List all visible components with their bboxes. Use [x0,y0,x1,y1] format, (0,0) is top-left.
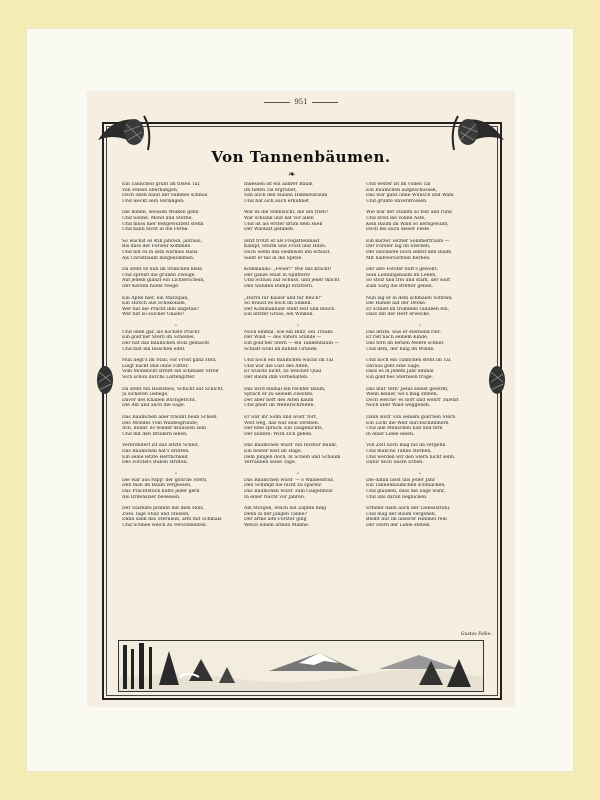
stanza-separator: • [174,323,182,329]
poem-line: Und war die Lust des Alten, [244,363,310,369]
stanza-separator: • [418,323,426,329]
poem-stanza [244,239,356,261]
stanza-separator: • [296,471,304,477]
poem-line: Ein seine letzte Herrlichkeit [122,454,188,460]
poem-line: Der andere: Wird sich geben. [244,431,313,437]
poem-line: Die hohen, weissen Wolken gehn [122,210,199,216]
poem-stanza [366,296,478,318]
poem-line: Ein Tännchen grünt im tiefen Tal, [122,182,201,187]
poem-line: Kein Baum im Wald so kerngesund, [366,221,449,227]
poem-stanza [366,506,478,528]
poem-line: Und weckt sein Verlangen: [122,198,185,204]
poem-line: Zwei Tage Stolz und Stelzen, [122,511,190,517]
poem-line: Der aber hört des Alten kaum [244,397,314,403]
poem-line: So braust es noch im Sinken. [244,301,312,307]
poem-line: Dann wird' von seinem gold'nen Stern [366,415,456,420]
poem-line: Und Schuss auf Schuss, und jeder macht [244,278,340,284]
stanza-separator: • [174,471,182,477]
poem-line: Der Waldaxt gefallen. [244,227,295,233]
poem-line: Und ist als erster drum dem Hieb [244,221,323,227]
poem-stanza [366,182,478,204]
poem-line: Ein bester weit im Hage. [244,448,303,454]
poem-line: Der Wald — des Vaters Stunde — [244,335,322,341]
poem-line: Ach, könnt' es wieder draussen sein [122,426,206,432]
poem-line: Und uns daran beglücken. [366,494,428,500]
poem-stanza [366,443,478,465]
stanza-separator: • [418,471,426,477]
poem-line: Und noch ein Tännchen steht im Tal, [366,358,452,364]
poem-line: Noch über Wald weggehen. [366,403,431,409]
poem-line: Der Baum ihm vorbehalten. [244,375,309,381]
poem-line: Das Bäumchen wurd' ein rechter Baum, [244,443,338,449]
poem-line: Wie war der Stamm so fest und rund [366,210,452,216]
poem-stanza [122,210,234,232]
poem-line: Vom Mondlicht streift ein schmaler Streif [122,369,219,375]
poem-stanza [122,330,234,352]
poem-line: Den Schimpf die nicht zu sparen! [244,483,322,489]
poem-line: Daraus geht eine Sage, [366,363,421,369]
poem-stanza [244,210,356,232]
poem-line: Da steht ein Holzstoss, Schicht auf Schicht, [122,386,224,392]
poem-stanza [244,182,356,204]
poem-page [88,92,514,706]
pinecone-ornament-right [486,358,508,398]
pinecone-ornament-left [94,358,116,398]
poem-stanza [244,443,356,465]
poem-line: Bis dass der Förster kommen [122,244,191,250]
poem-line: Und pfeift im Weiterschreiten. [244,403,315,409]
poem-title: Von Tannenbäumen. [211,148,391,166]
poem-stanza [244,387,356,409]
poem-line: Ein gold'nes Sternlein trage. [366,375,433,381]
poem-line: Davor des Knaben Buchgericht, [122,397,197,403]
poem-line: Im tiefen Tal ergrünet, [244,187,297,193]
poem-stanza [244,478,356,500]
poem-stanza [366,239,478,261]
poem-line: Die Hände auf der Decke. [366,301,427,307]
poem-line: Den wunden Rumpf erzittern. [244,283,314,289]
poem-stanza [122,478,234,500]
poem-stanza [244,415,356,437]
poem-line: Und mit den Brüdern leben. [122,431,188,437]
poem-line: Nun liegt's im Stall, vor Frost ganz steif, [122,358,217,364]
poem-stanza [122,267,234,289]
poem-line: Verbrendert ist das letzte Scheit, [122,443,200,449]
poem-stanza [244,267,356,289]
poem-line: Am Morgen, welch ein Zapfen hing [244,506,327,512]
poem-line: Und mag der Baum vergehen, [366,511,437,517]
poem-line: Ein kurzer, letzter Sommertraum — [366,238,450,244]
poem-stanza [122,239,234,261]
poem-line: Weit weg, das war sein Streben. [244,420,320,426]
poem-line: Das Bäumchen hat's erlitten. [122,448,190,454]
poem-line: Und grünte unverdrossen. [366,198,428,204]
poem-line: Indessen ist ein andrer Baum [244,182,313,187]
poem-line: Als Christbaum mitgenommen. [122,255,195,261]
poem-line: Der hat das Bäumchen stolz gemacht [122,341,210,347]
poem-line: Dem Jungen doch, in Schein und Schaum [244,454,341,460]
poem-line: Und hat es in sein warmes Haus [122,249,198,255]
poem-line: Den man im Baum vergessen, [122,483,192,489]
poem-line: Jetzt trotzt er als Fregattenmast [244,238,320,244]
poem-line: Und oben gar, als höchste Pracht [122,329,200,335]
poem-stanza [366,210,478,232]
poem-line: Dass ihn der Herr erwecke. [366,312,431,318]
poem-line: Noch einmal, wie ein Blitz, ein Traum: [244,329,334,335]
poem-stanza [122,506,234,528]
poem-line: Die dahin lasst uns jeder Jahr [366,477,436,483]
poem-stanza [122,358,234,380]
poem-line: Sein Lieblingsbaum im Leben, [366,272,437,278]
poem-line: Und muss hier festgewurzelt stehn [122,221,204,227]
poem-line: Sah auch den blauen Himmelsraum [244,193,328,199]
poem-line: Ein Äpfel hier, ein Marzipan, [122,295,189,301]
poem-line: Das letzte, was er sterbend rief: [366,329,441,335]
poem-line: Das Bäumchen aber träumt beim Schein [122,415,217,420]
poem-line: Und alle Menschen nah und fern [366,426,443,432]
poem-line: Und werden wir den Stern nicht sehn, [366,454,456,460]
poem-line: Das blüt' fern' Jesus selbst gewirkt, [366,386,449,392]
poem-stanza [366,478,478,500]
poem-line: Denn in der jungen Tanne? [244,511,307,517]
poem-line: Und noch ein Bäumchen wuchs im Tal [244,358,334,364]
poem-line: Sprach er zu seinem Zweiten, [244,392,314,398]
poem-line: Und glauben, dass die Sage wahr, [366,488,446,494]
poem-stanza [366,358,478,380]
poem-stanza [366,267,478,289]
poem-line: Er war ihr Sohn und wollt' fort, [244,415,318,420]
poem-line: Und fast ein bisschen eitel. [122,346,186,352]
poem-line: Der alte Förster hatt's gewollt: [366,267,438,273]
poem-line: Doch oben blaut der Himmel schmal [122,193,208,199]
poem-column-3 [366,182,478,535]
poem-line: Wer hat die Pracht ihm angetan? [122,306,199,312]
poem-line: War schlank und hat vor allen [244,215,314,221]
poem-line: Die Axt und auch die Säge. [122,403,186,409]
poem-line: Sieht er bis in die Spitze. [244,255,303,261]
page-number: 951 [88,98,514,106]
poem-line: Nun lag er in dem schmalen Schrein, [366,295,453,301]
poem-line: Der Kerzen holde Neige. [122,283,180,289]
poem-line: Wenn keiner, wo's mag stehen, [366,392,438,398]
poem-stanza [366,330,478,352]
poem-stanza [366,415,478,437]
poem-line: Erfüllet dann auch der Liebesstrahl, [366,506,451,512]
poem-line: Die war aus Papp' der gold'ne Stern, [122,477,208,483]
poem-line: Und spreizt die grünen Zweige, [122,272,196,278]
poem-line: Schläft wohl im kühlen Grunde. [244,346,318,352]
poem-line: Dafür doch unsre Erben. [366,460,424,466]
poem-line: Das Prachtstück hätte jeder gern [122,488,200,494]
poem-line: Ein Tannenbäumchen schmücken, [366,483,446,489]
poem-line: Ein gold'ner Stern im Scheibel, [122,335,196,341]
poem-line: Voll Zeit noch mag bis da vergehn [366,443,446,449]
poem-line: Er wusste nicht, zu welcher Qual [244,369,322,375]
poem-line: Der Kommandant steht fest und bleich. [244,306,336,312]
poem-stanza [244,330,356,352]
poem-line: Ein Räumchen aufgeschossen, [366,187,438,193]
poem-line: Und manche Tanne sterben, [366,448,432,454]
poem-line: Der arme alte Förster ging [244,517,307,523]
poem-line: So stolz und frei und stark, der sollt' [366,278,452,284]
poem-line: Das fern im fernen Meere schlief, [366,341,445,347]
poem-line: Welch einem armen Manne. [244,522,310,528]
poem-line: Kommando: „Feuer!" Wie das kracht! [244,267,332,273]
poem-line: Von Felsen überhangen, [122,187,179,193]
poem-line: Er rief nach seinem Kinde, [366,335,429,341]
poem-stanza [244,506,356,528]
poem-line: Wer hat so solcher Gnade? [122,312,185,318]
poem-line: Ein gold'ner Stern — ein Tannenbaum — [244,341,340,347]
poem-line: Kampf, Sturm und Frost und Hitze, [244,244,327,250]
poem-line: Und hat sich auch erkühnet [244,198,309,204]
poem-line: Und Sonne, Mond und Sterne, [122,215,193,221]
poem-line: Und dem, der hing im Winde. [366,346,435,352]
poem-line: In einer Liebe einen. [366,431,415,437]
poem-stanza [366,387,478,409]
poem-line: Der zeichnete noch selbst den Baum [366,249,452,255]
poem-stanza [244,296,356,318]
winter-landscape-illustration [118,640,484,692]
poem-line: Der Stern der Liebe stehen. [366,522,432,528]
poem-line: Und Schnee weich zu verschmelzen. [122,522,208,528]
poem-line: Das Bäumchen wurd' — o Waldesstolz, [244,477,335,483]
poem-line: Mit halbversorbten Kerben. [366,255,431,261]
poem-line: Der eine sprach: Ein Taugenichts, [244,426,324,432]
poem-line: Der Stärkste prahlte mit dem Holz, [122,506,205,512]
poem-line: Er schlief im frommen Glauben ein, [366,306,450,312]
poem-line: Des Mondes vom Waldesgrunde; [122,420,199,426]
poem-line: Bleibt nur im unserer Himmel rein [366,517,447,523]
poem-column-2 [244,182,356,535]
poem-line: In einer Nacht vor Jahren. [244,494,306,500]
poem-line: Das war ganz ohne Wunsch und Wahl [366,193,454,199]
poem-line: War es die Sehnsucht, die ihn trieb? [244,210,329,216]
poem-line: Ja sicheren Gehege, [122,392,169,398]
poem-author: Gustav Falke. [460,632,492,637]
poem-line: Des Försters Buben stritten. [122,460,189,466]
poem-line: Und kann nicht in die Ferne. [122,227,189,233]
poem-line: Das Bäumchen wurd' zum Galgenholz [244,488,333,494]
poem-line: Dass es in jedem Jahr einmal [366,369,434,375]
poem-stanza [244,358,356,380]
poem-line: Liegt nackt und ohne Flitter, [122,363,189,369]
stanza-separator: • [296,323,304,329]
poem-stanza [122,415,234,437]
poem-line: Doch bei auch dieser Feste. [366,227,431,233]
poem-line: Als Ordenszier besessen. [122,494,181,500]
poem-line: Auf jedem glänzt ein Lichterschein, [122,278,205,284]
poem-line: Das wird einmal ein rechter Baum, [244,386,326,392]
poem-line: „Hurra für Kaiser und für Reich!" [244,295,323,301]
poem-line: Doch welche' es hört und wehrt' zuletzt [366,397,459,403]
poem-column-1 [122,182,234,535]
poem-line: Ein letzter Gruss, ein Winken. [244,312,314,318]
poem-line: Der ganze Mast in Splittern! [244,272,311,278]
poem-line: Zum Sarg die Bretter geben. [366,283,434,289]
poem-line: Da steht es nun im Stübchen klein [122,267,203,273]
poem-line: Ein Hirsch aus Schokolade, [122,301,187,307]
poem-line: So wächst es still jahrein, jahraus, [122,238,203,244]
poem-stanza [122,182,234,204]
title-flourish-icon: ❧ [288,170,296,180]
poem-line: Dann sank das Sternlein, arm mit Schmalz [122,517,222,523]
poem-line: Verrannen seine Tage. [244,460,297,466]
poem-stanza [122,387,234,409]
poem-line: Der Förster lag im Sterben, [366,244,431,250]
poem-line: Sich schon durchs Lattengitter. [122,375,196,381]
poem-line: Ein Licht die Welt durchschimmern [366,420,449,426]
poem-stanza [122,443,234,465]
poem-line: Doch wenn das Heimweh ihn erfasst, [244,249,331,255]
poem-line: Und breit die vollen Äste, [366,215,426,221]
poem-stanza [122,296,234,318]
poem-line: Und weiter ist im vollen Tal [366,182,431,187]
